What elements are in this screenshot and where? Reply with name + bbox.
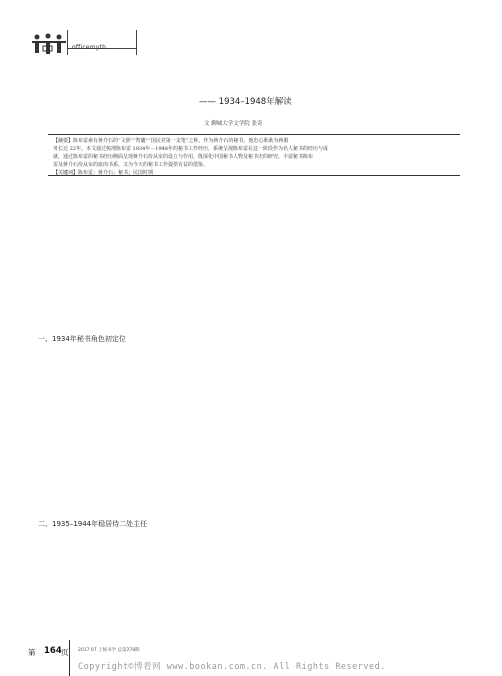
page-prefix: 第: [28, 648, 36, 657]
keywords-line: [53, 170, 153, 176]
footer-rule: [69, 640, 70, 676]
issue-info: 2017.07 上秘书学 总第278期: [78, 648, 140, 653]
abstract-line-1: [53, 138, 288, 144]
abstract-line-2: 务长达 22年。本文通过梳理陈布雷 1934年－1948年的秘书工作经历，系统呈现陈布雷在这一阶段作为名人秘书的经历与成: [53, 146, 328, 152]
abstract-box: [48, 134, 460, 176]
keywords-tag: 【关键词】: [53, 170, 79, 176]
page-suffix: 页: [61, 648, 69, 657]
abstract-text-1: 陈布雷素有蒋介石的“文胆”“智囊”“国民党第一支笔”之称，作为蒋介石的秘书，他忠心耿耿为蒋服: [73, 138, 289, 144]
header-rule-right: [136, 30, 137, 55]
section-heading-1: 一、1934年秘书角色初定位: [38, 335, 126, 343]
abstract-line-4: 雷及蒋介石侍从室的血肉书系，又为今天的秘书工作提供有益的借鉴。: [53, 162, 209, 168]
article-author: 文 聊城大学文学院 张奇: [204, 121, 263, 127]
abstract-tag: 【摘要】: [53, 138, 74, 144]
abstract-line-3: 就，通过陈布雷的秘书经历侧面呈现蒋介石侍从室的设立与作用，既深化中国秘书人物及秘书史的研究，丰富秘书陈布: [53, 154, 314, 160]
column-name: officemyth: [72, 44, 107, 51]
header-rule-left: [67, 30, 68, 55]
page-number: 164: [44, 646, 62, 656]
section-heading-2: 二、1935–1944年稳居侍二处主任: [38, 520, 148, 528]
column-logo-icon: [32, 33, 66, 55]
copyright-watermark: Copyright©博看网 www.bookan.com.cn. All Rights Reserved.: [78, 662, 386, 672]
article-subtitle: —— 1934–1948年解读: [199, 97, 292, 107]
keywords-text: 陈布雷；蒋介石；秘书；民国时期: [78, 170, 154, 176]
